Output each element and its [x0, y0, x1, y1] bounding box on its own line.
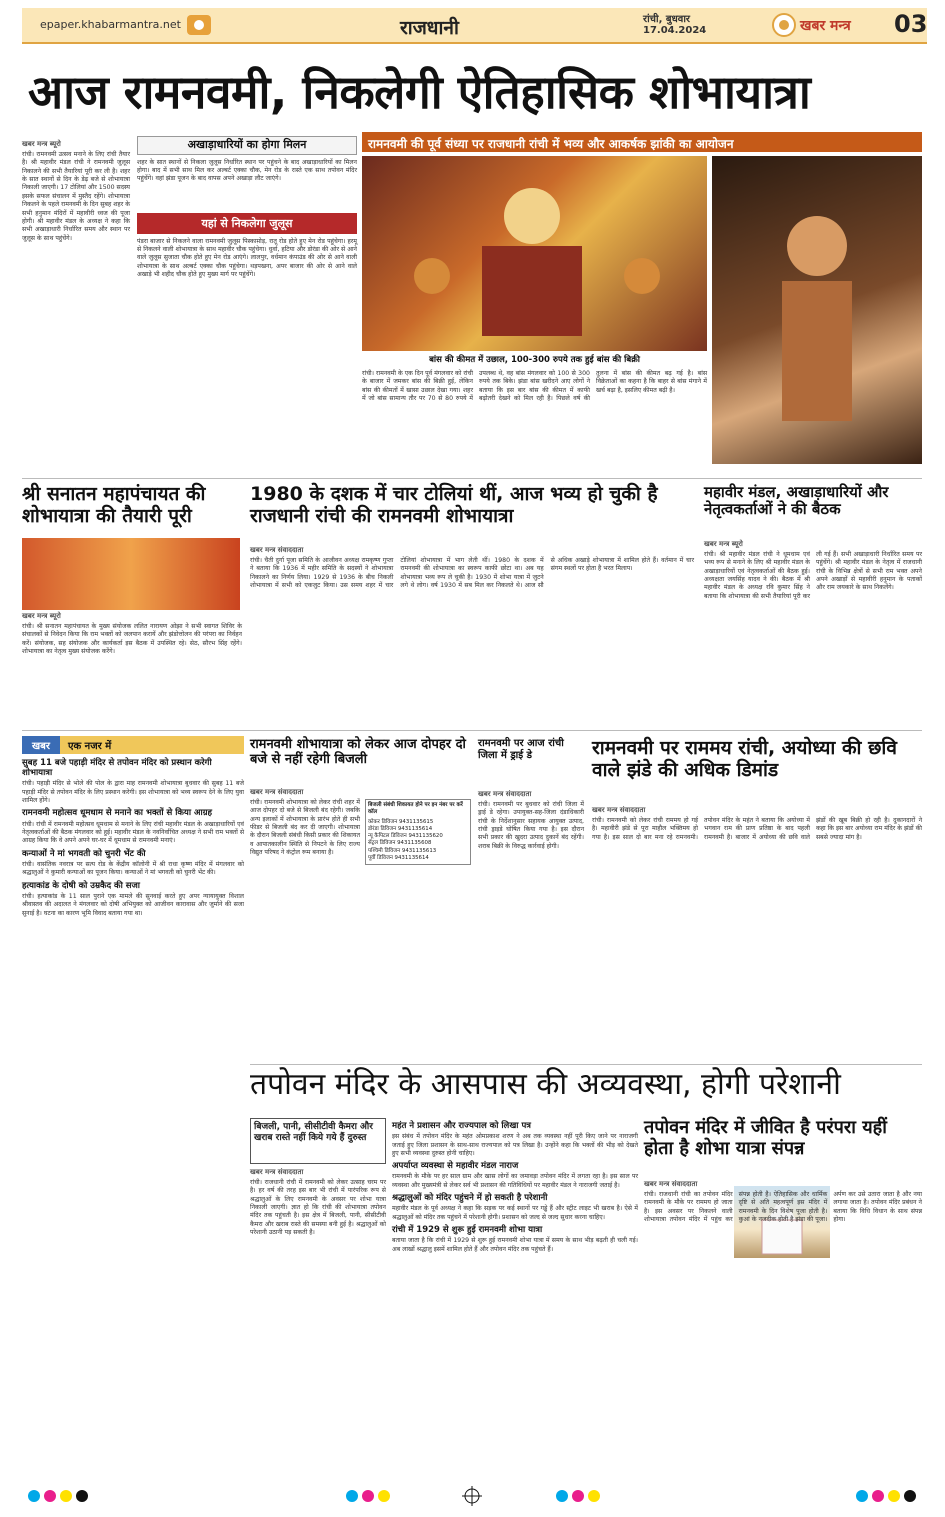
brief-item	[22, 758, 244, 805]
byline: खबर मन्त्र ब्यूरो	[704, 540, 743, 548]
story-text: रांची। राजधानी रांची का तपोवन मंदिर रामनवमी के मौके पर राममय हो जाता है। इस अवसर पर निकलने वाली शोभायात्रा तपोवन मंदिर में पहुंच कर संपन्न होती है। ऐतिहासिक और धार्मिक दृष्टि से अति महत्वपूर्ण इस मंदिर में रामनवमी के दिन विशेष पूजा होती है। कुआं के नजदीक होती है झंडा की पूजा। अर्पण कर उसे उतारा जाता है और नया लगाया जाता है। तपोवन मंदिर प्रबंधन ने बताया कि विधि विधान के साथ संपन्न होगा।	[644, 1191, 922, 1224]
byline: खबर मन्त्र संवाददाता	[478, 790, 532, 798]
section-title: राजधानी	[400, 17, 459, 39]
contact-item: डोरंडा डिविजन 9431135614	[368, 825, 433, 832]
mahavir-headline: महावीर मंडल, अखाड़ाधारियों और नेतृत्वकर्ताओं ने की बैठक	[704, 483, 889, 519]
bamboo-caption: बांस की कीमत में उछाल, 100-300 रुपये तक हुई बांस की बिक्री	[362, 352, 707, 368]
jhanki-photo-2	[712, 156, 922, 464]
story-text: रांची। चैती दुर्गा पूजा समिति के आजीवन अध्यक्ष रामकृष्ण गुप्ता ने बताया कि 1936 में महीर समिति के सदस्यों ने शोभायात्रा निकालने का निर्णय लिया। 1929 से 1936 के बीच निकली शोभायात्रा में सभी को एकजुट किया। उस समय शहर में चार टोलियां शोभायात्रा में भाग लेती थीं। 1980 के दशक में रामनवमी की शोभायात्रा का स्वरूप काफी छोटा था। अब यह शोभायात्रा भव्य रूप ले चुकी है। 1930 में शोभा यात्रा में जुटने लगे थे लोग। वर्ष 1930 में सब मिल कर निकलते थे। आज सौ से अधिक अखाड़े शोभायात्रा में शामिल होते हैं। वर्तमान में चार संगम स्थलों पर होता है भरत मिलाप।	[250, 557, 694, 590]
hanuman-figure-icon	[712, 156, 922, 464]
brief-label: एक नजर में	[60, 736, 244, 754]
lead-story	[22, 140, 130, 470]
history-story	[250, 546, 694, 726]
dryday-headline: रामनवमी पर आज रांची जिला में ड्राई डे	[478, 738, 564, 761]
story-text: रांची। रामनवमी उत्सव मनाने के लिए रांची तैयार है। श्री महावीर मंडल रांची ने रामनवमी जुलूस निकालने की सभी तैयारियां पूरी कर ली है। शहर के सात स्थानों से दिन के डेढ़ बजे से शोभायात्रा निकाली जाएगी। 17 टोलियां और 1500 सदस्य इसके सफल संचालन में मुस्तैद रहेंगे। शोभायात्रा निकलने के पहले रामनवमी के दिन सुबह शहर के सभी हनुमान मंदिरों में महावीरी ध्वज की पूजा होगी। श्री महावीर मंडल के अध्यक्ष ने कहा कि सभी अखाड़ाधारी निर्धारित समय और स्थान पर जुलूस के साथ पहुंचेंगे।	[22, 151, 130, 242]
brief-title: सुबह 11 बजे पहाड़ी मंदिर से तपोवन मंदिर को प्रस्थान करेगी शोभायात्रा	[22, 758, 212, 779]
brief-tag: खबर	[22, 736, 60, 754]
page-number: 03	[894, 10, 928, 38]
mahavir-story	[704, 540, 922, 724]
story-text: रांची। श्री सनातन महापंचायत के मुख्य संयोजक ललित नारायण ओझा ने सभी स्वागत शिविर के संचालकों से निवेदन किया कि राम भक्तों को जलपान करायें और झंडोत्तोलन की परंपरा का निर्वहन करें। संयोजक, सह संयोजक और कार्यकर्ता इस बैठक में उपस्थित रहे। सेठ, सौरभ सिंह रहेंगे। शोभायात्रा का नेतृत्व मुख्य संयोजक करेंगे।	[22, 623, 242, 656]
section-band: यहां से निकलेगा जुलूस	[137, 213, 357, 234]
brief-text: रांची। वासंतिक नवरात्र पर सत्य रोड के केंद्रीय कॉलोनी में श्री राधा कृष्ण मंदिर में मंगलवार को श्रद्धालुओं ने कुमारी कन्याओं का पूजन किया। कन्याओं ने मां भगवती को चुनरी भेंट की।	[22, 860, 244, 877]
contact-item: सेंट्रल डिविजन 9431135608	[368, 840, 432, 847]
byline: खबर मन्त्र संवाददाता	[250, 1168, 304, 1176]
masthead	[0, 0, 945, 58]
brand-emblem-icon	[772, 13, 798, 37]
power-headline: रामनवमी शोभायात्रा को लेकर आज दोपहर दो बजे से नहीं रहेगी बिजली	[250, 737, 466, 767]
tapovan-box: बिजली, पानी, सीसीटीवी कैमरा और खराब रास्ते नहीं किये गये हैं दुरुस्त	[250, 1118, 386, 1164]
dryday-story	[478, 790, 584, 1060]
brand-logo	[772, 13, 882, 39]
crowd-illustration-icon	[362, 156, 707, 351]
byline: खबर मन्त्र संवाददाता	[250, 546, 304, 554]
sub-title: महंत ने प्रशासन और राज्यपाल को लिखा पत्र	[392, 1121, 531, 1131]
sub-text: बताया जाता है कि रांची में 1929 से शुरू हुई रामनवमी शोभा यात्रा में समय के साथ भीड़ बढ़ती ही चली गई। अब लाखों श्रद्धालु इसमें शामिल होते हैं और तपोवन मंदिर तक पहुंचते हैं।	[392, 1237, 638, 1253]
site-url[interactable]: epaper.khabarmantra.net	[40, 18, 181, 31]
parampara-headline: तपोवन मंदिर में जीवित है परंपरा यहीं होता है शोभा यात्रा संपन्न	[644, 1117, 887, 1159]
share-icon	[186, 14, 212, 36]
city-day: रांची, बुधवार	[643, 14, 691, 25]
brief-title: हत्याकांड के दोषी को उम्रकैद की सजा	[22, 880, 140, 891]
byline: खबर मन्त्र ब्यूरो	[22, 140, 61, 148]
brief-text: रांची। हत्याकांड के 11 साल पुराने एक मामले की सुनवाई करते हुए अपर न्यायायुक्त विशाल श्रीवास्तव की अदालत ने मंगलवार को दोषी अभियुक्त को आजीवन कारावास और जुर्माने की सजा सुनाई है। घटना का कारण भूमि विवाद बताया गया था।	[22, 892, 244, 917]
sub-title: अपर्याप्त व्यवस्था से महावीर मंडल नाराज	[392, 1161, 519, 1172]
contact-box	[365, 799, 471, 865]
brief-text: रांची। रांची में रामनवमी महोत्सव धूमधाम से मनाने के लिए रांची महावीर मंडल के अखाड़ाधारियों एवं नेतृत्वकर्ताओं की बैठक मंगलवार को हुई। महावीर मंडल के नवनिर्वाचित अध्यक्ष ने सभी राम भक्तों से आग्रह किया कि वे अपने अपने घर-घर में धूमधाम से रामनवमी मनाएं।	[22, 820, 244, 845]
photo-banner: रामनवमी की पूर्व संध्या पर राजधानी रांची में भव्य और आकर्षक झांकी का आयोजन	[362, 132, 922, 152]
brief-item	[22, 849, 244, 878]
lead-headline: आज रामनवमी, निकलेगी ऐतिहासिक शोभायात्रा	[28, 65, 811, 119]
contact-item: कोकर डिविजन 9431135615	[368, 818, 434, 825]
byline: खबर मन्त्र ब्यूरो	[22, 612, 61, 620]
sub-title: श्रद्धालुओं को मंदिर पहुंचने में हो सकती है परेशानी	[392, 1193, 548, 1204]
history-headline: 1980 के दशक में चार टोलियां थीं, आज भव्य हो चुकी है राजधानी रांची की रामनवमी शोभायात्रा	[250, 483, 658, 527]
story-text: रांची। रामनवमी के एक दिन पूर्व मंगलवार को रांची के बाजार में जमकर बांस की बिक्री हुई, लेकिन बांस की कीमतों में खासा उछाल देखा गया। शहर में जो बांस सामान्य तौर पर 70 से 80 रुपये में उपलब्ध थे, वह बांस मंगलवार को 100 से 300 रुपये तक बिके। झंडा बांस खरीदने आए लोगों ने बताया कि इस बार बांस की कीमत में काफी बढ़ोतरी देखने को मिल रही है। पिछले वर्ष की तुलना में बांस की कीमत बढ़ गई है। बांस विक्रेताओं का कहना है कि बाहर से बांस मंगाने में खर्च बढ़ा है, इसलिए कीमत बढ़ी है।	[362, 370, 707, 403]
byline: खबर मन्त्र संवाददाता	[644, 1180, 698, 1188]
brief-title: रामनवमी महोत्सव धूमधाम से मनाने का भक्तों से किया आग्रह	[22, 808, 213, 819]
akhara-story	[137, 136, 357, 476]
story-text: रांची। राजधानी रांची में रामनवमी को लेकर उत्साह चरम पर है। हर वर्ष की तरह इस बार भी रांची में पारंपरिक रूप से श्रद्धालुओं के लिए रामनवमी के अवसर पर शोभा यात्रा निकाली जाएगी। ज्ञात हो कि रांची की शोभायात्रा तपोवन मंदिर तक पहुंचती है। इस क्षेत्र में बिजली, पानी, सीसीटीवी कैमरा और खराब रास्ते की समस्या बनी हुई है। श्रद्धालुओं को परेशानी उठानी पड़ सकती है।	[250, 1179, 386, 1237]
sub-title: रांची में 1929 से शुरू हुई रामनवमी शोभा यात्रा	[392, 1225, 543, 1236]
byline: खबर मन्त्र संवाददाता	[250, 788, 304, 796]
story-text: रांची। रामनवमी शोभायात्रा को लेकर रांची शहर में आज दोपहर दो बजे से बिजली बंद रहेगी। जबकि अन्य इलाकों में शोभायात्रा के प्रारंभ होते ही सभी फीडर से बिजली बंद कर दी जाएगी। शोभायात्रा के दौरान बिजली संबंधी किसी प्रकार की शिकायत व आपातकालीन स्थिति से निपटने के लिए राज्य विद्युत परिषद ने कंट्रोल रूम बनाया है।	[250, 799, 360, 857]
brief-text: रांची। पहाड़ी मंदिर से भोले की पोल के द्वारा माह रामनवमी शोभायात्रा बुधवार की सुबह 11 बजे पहाड़ी मंदिर से तपोवन मंदिर के लिए प्रस्थान करेगी। इस शोभायात्रा को भव्य स्वरूप देने के लिए युवा शामिल होंगे।	[22, 780, 244, 805]
story-text: रांची। रामनवमी को लेकर रांची राममय हो गई है। महावीरी झंडे से पूरा माहौल भक्तिमय हो गया है। इस साल दो बार मना रहे रामनवमी। तपोवन मंदिर के महंत ने बताया कि अयोध्या में भगवान राम की प्राण प्रतिष्ठा के बाद पहली रामनवमी है। बाजार में अयोध्या की छवि वाले झंडों की खूब बिक्री हो रही है। दुकानदारों ने कहा कि इस बार अयोध्या राम मंदिर के झंडों की सबसे ज्यादा मांग है।	[592, 817, 922, 841]
byline: खबर मन्त्र संवाददाता	[592, 806, 646, 814]
sub-text: महावीर मंडल के पूर्व अध्यक्ष ने कहा कि सड़क पर कई स्थानों पर गड्ढे हैं और स्ट्रीट लाइट भी खराब है। ऐसे में श्रद्धालुओं को मंदिर तक पहुंचने में परेशानी होगी। प्रशासन को जल्द से जल्द सुधार करना चाहिए।	[392, 1205, 638, 1221]
contact-item: न्यू कैपिटल डिविजन 9431135620	[368, 833, 443, 840]
contact-item: पूर्वी डिविजन 9431135614	[368, 855, 429, 862]
jhanki-photo-1	[362, 156, 707, 351]
tapovan-story	[250, 1168, 386, 1478]
parampara-story	[644, 1180, 922, 1478]
bamboo-story	[362, 370, 707, 474]
story-title: अखाड़ाधारियों का होगा मिलन	[137, 136, 357, 155]
sanatan-photo	[22, 538, 240, 610]
contact-title: बिजली संबंधी शिकायत होने पर इन नंबर पर करें कॉल	[368, 802, 463, 816]
story-text: रांची। रामनवमी पर बुधवार को रांची जिला में ड्राई डे रहेगा। उपायुक्त-सह-जिला दंडाधिकारी रांची के निर्देशानुसार सहायक आयुक्त उत्पाद, रांची ड्राइडे घोषित किया गया है। इस दौरान सभी प्रकार की खुदरा उत्पाद दुकानें बंद रहेंगी। शराब बिक्री के विरुद्ध कार्रवाई होगी।	[478, 801, 584, 850]
brief-column	[22, 736, 244, 1476]
sanatan-story	[22, 612, 242, 724]
date: 17.04.2024	[643, 25, 707, 36]
sanatan-headline: श्री सनातन महापंचायत की शोभायात्रा की तैयारी पूरी	[22, 483, 206, 527]
power-story	[250, 788, 472, 1060]
sub-text: इस संबंध में तपोवन मंदिर के महंत ओमप्रकाश शरण ने अब तक व्यवस्था नहीं पूरी किए जाने पर नाराजगी जताई हुए जिला प्रशासन के साथ-साथ राज्यपाल को पत्र लिखा है। उन्होंने कहा कि भक्तों की भीड़ को देखते हुए सभी व्यवस्था दुरुस्त होनी चाहिए।	[392, 1133, 638, 1157]
brief-item	[22, 808, 244, 845]
sub-text: रामनवमी के मौके पर हर साल ग्राम और खास लोगों का जमावड़ा तपोवन मंदिर में लगता रहा है। इस साल पर व्यवस्था और मुख्यमंत्री से लेकर सर्व भी प्रशासन की गतिविधियों पर महावीर मंडल ने नाराजगी जताई है।	[392, 1173, 638, 1189]
band-text: पंडरा बाजार से निकलने वाला रामनवमी जुलूस पिस्काम़ोड़, रातू रोड होते हुए मेन रोड पहुंचेगा। हरमू से निकलने वाली शोभायात्रा के साथ महावीर चौक पहुंचेगा। धुर्वा, हटिया और डोरंडा की ओर से आने वाले जुलूस सुजाता चौक होते हुए मेन रोड आएंगे। लालपुर, वर्धमान कंपाउंड की ओर से आने वाली शोभायात्रा के साथ अल्बर्ट एक्का चौक पहुंचेगा। थड़पखना, अपर बाजार की ओर से आने वाले अखाड़े भी शहीद चौक होते हुए मुख्य मार्ग पर पहुंचेंगे।	[137, 237, 357, 279]
contact-item: पश्चिमी डिविजन 9431135613	[368, 847, 437, 854]
brief-item	[22, 881, 244, 918]
ramanavami-story	[592, 806, 922, 1060]
ramanavami-headline: रामनवमी पर राममय रांची, अयोध्या की छवि वाले झंडे की अधिक डिमांड	[592, 737, 897, 781]
tapovan-subs	[392, 1118, 638, 1478]
story-text: शहर के सात स्थानों से निकला जुलूस निर्धारित स्थान पर पहुंचने के बाद अखाड़ाधारियों का मिलन होगा। बाद में सभी साथ मिल कर अल्बर्ट एक्का चौक, मेन रोड के रास्ते एक साथ तपोवन मंदिर पहुंचेंगे। वहां झंडा पूजन के बाद वापस अपने अखाड़ा लौट जाएंगे।	[137, 158, 357, 183]
story-text: रांची। श्री महावीर मंडल रांची ने धूमधाम एवं भव्य रूप से मनाने के लिए श्री महावीर मंडल के अखाड़ाधारियों एवं नेतृत्वकर्ताओं की बैठक हुई। अध्यक्षता जयसिंह यादव ने की। बैठक में श्री महावीर मंडल के अध्यक्ष रवि कुमार सिंह ने बताया कि शोभायात्रा की सभी तैयारियां पूरी कर ली गई हैं। सभी अखाड़ाधारी निर्धारित समय पर पहुंचेंगे। श्री महावीर मंडल के नेतृत्व में राजधानी रांची के विभिन्न क्षेत्रों से सभी राम भक्त अपने अपने अखाड़ों से महावीरी हनुमान के पताकों और राम जयकारे के साथ निकलेंगे।	[704, 551, 922, 600]
brand-name: खबर मन्त्र	[800, 18, 851, 34]
brief-title: कन्याओं ने मां भगवती को चुनरी भेंट की	[22, 848, 146, 859]
tapovan-headline: तपोवन मंदिर के आसपास की अव्यवस्था, होगी परेशानी	[250, 1067, 841, 1102]
registration-marks	[22, 1486, 922, 1506]
